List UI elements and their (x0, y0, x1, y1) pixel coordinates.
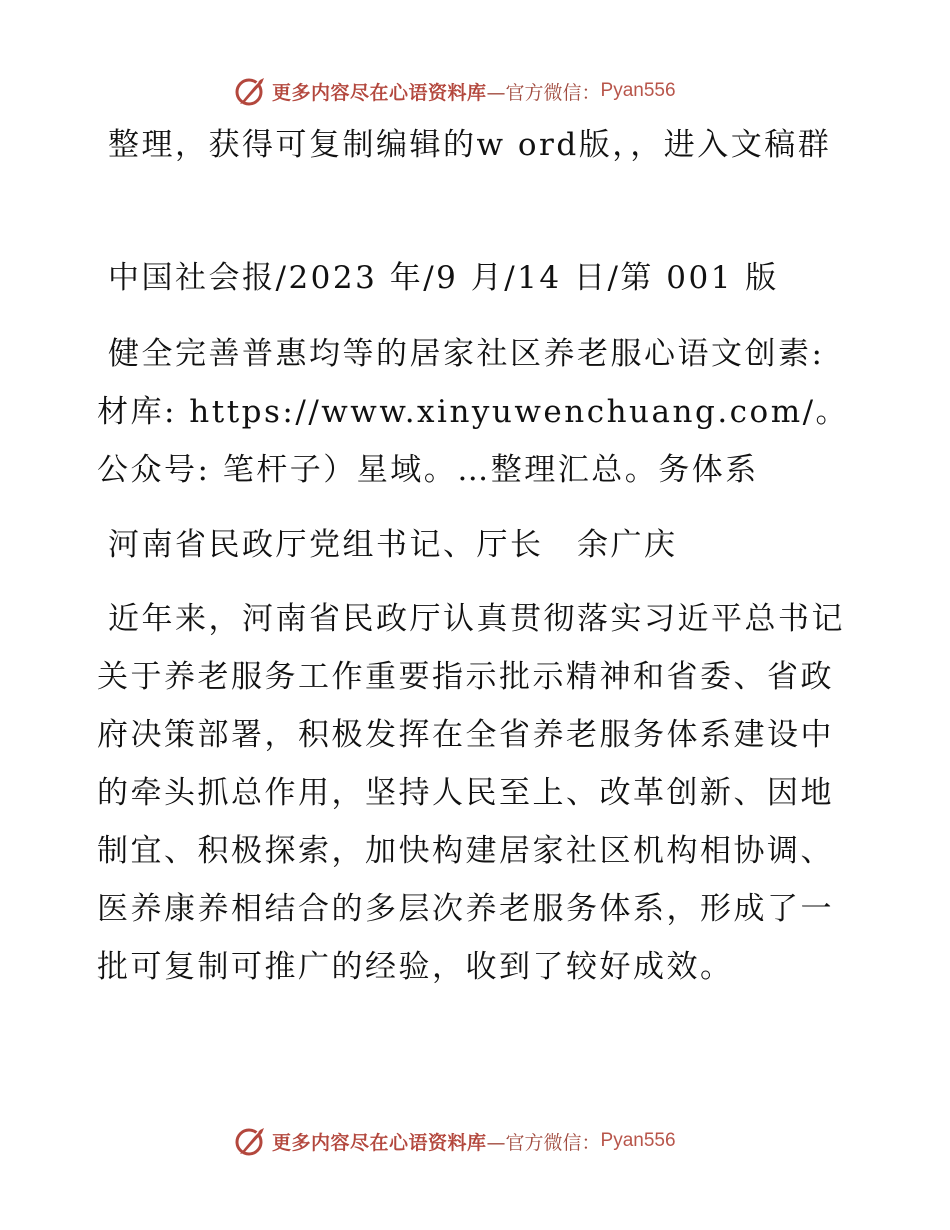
watermark-main-text: 更多内容尽在心语资料库 (272, 81, 487, 104)
footer-watermark (234, 1124, 676, 1158)
header-watermark (234, 74, 676, 108)
feather-pen-logo-icon (234, 1124, 268, 1158)
article-title: 健全完善普惠均等的居家社区养老服心语文创素:材库: https://www.xinyuwenchuang.com/。公众号: 笔杆子）星域。…整理汇总。务体系 (97, 336, 850, 488)
document-note: 整理，获得可复制编辑的w ord版，，进入文稿群 (108, 127, 832, 163)
watermark-official-text: —官方微信： (486, 1131, 601, 1154)
watermark-main-text: 更多内容尽在心语资料库 (272, 1131, 487, 1154)
feather-pen-logo-icon (234, 74, 268, 108)
watermark-account-id: Pyan556 (600, 80, 676, 101)
watermark-official-text: —官方微信： (486, 81, 601, 104)
body-paragraph: 近年来，河南省民政厅认真贯彻落实习近平总书记关于养老服务工作重要指示批示精神和省委、省政府决策部署，积极发挥在全省养老服务体系建设中的牵头抓总作用，坚持人民至上、改革创新、因地制宜、积极探索，加快构建居家社区机构相协调、医养康养相结合的多层次养老服务体系，形成了一批可复制可推广的经验，收到了较好成效。 (97, 601, 845, 985)
source-line: 中国社会报/2023 年/9 月/14 日/第 001 版 (108, 260, 779, 296)
author-line: 河南省民政厅党组书记、厅长 余广庆 (108, 527, 678, 563)
watermark-account-id: Pyan556 (600, 1130, 676, 1151)
